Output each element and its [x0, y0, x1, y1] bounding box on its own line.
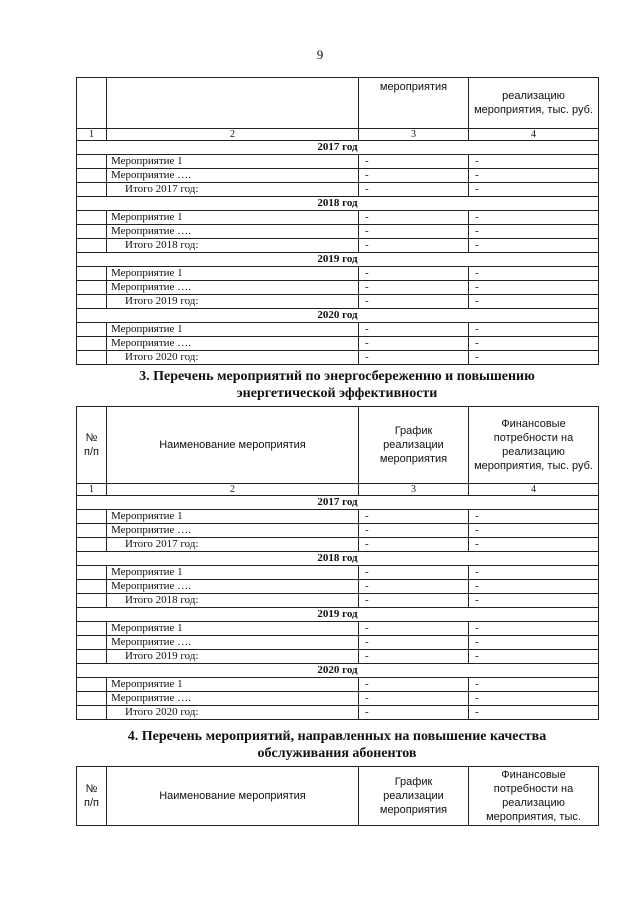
index-cell — [77, 510, 107, 524]
schedule-cell: - — [359, 622, 469, 636]
section-4-title-line2: обслуживания абонентов — [257, 746, 417, 761]
total-label: Итого 2020 год: — [107, 351, 359, 365]
year-heading: 2018 год — [77, 552, 599, 566]
index-cell — [77, 295, 107, 309]
table-row — [77, 636, 599, 650]
schedule-cell: - — [359, 594, 469, 608]
index-cell — [77, 239, 107, 253]
total-label: Итого 2019 год: — [107, 650, 359, 664]
year-row — [77, 664, 599, 678]
activity-name: Мероприятие 1 — [107, 510, 359, 524]
header-col4: Финансовые потребности на реализацию мероприятия, тыс. руб. — [469, 407, 599, 484]
index-cell — [77, 155, 107, 169]
schedule-cell: - — [359, 183, 469, 197]
finance-cell: - — [469, 267, 599, 281]
total-row — [77, 351, 599, 365]
total-label: Итого 2018 год: — [107, 594, 359, 608]
activity-name: Мероприятие 1 — [107, 566, 359, 580]
year-row — [77, 309, 599, 323]
index-cell — [77, 594, 107, 608]
schedule-cell: - — [359, 692, 469, 706]
total-row — [77, 706, 599, 720]
header-col3: мероприятия — [359, 78, 469, 129]
schedule-cell: - — [359, 323, 469, 337]
section-4-title — [76, 728, 598, 762]
schedule-cell: - — [359, 566, 469, 580]
index-cell — [77, 337, 107, 351]
index-cell — [77, 566, 107, 580]
table-row — [77, 524, 599, 538]
total-row — [77, 594, 599, 608]
activity-name: Мероприятие …. — [107, 524, 359, 538]
finance-cell: - — [469, 706, 599, 720]
table-row — [77, 566, 599, 580]
finance-cell: - — [469, 538, 599, 552]
index-cell — [77, 678, 107, 692]
finance-cell: - — [469, 622, 599, 636]
activity-name: Мероприятие …. — [107, 281, 359, 295]
schedule-cell: - — [359, 351, 469, 365]
schedule-cell: - — [359, 636, 469, 650]
table-header-row — [77, 78, 599, 129]
finance-cell: - — [469, 510, 599, 524]
total-row — [77, 650, 599, 664]
numbering-row — [77, 129, 599, 141]
schedule-cell: - — [359, 267, 469, 281]
finance-cell: - — [469, 692, 599, 706]
finance-cell: - — [469, 281, 599, 295]
activity-name: Мероприятие 1 — [107, 267, 359, 281]
year-row — [77, 141, 599, 155]
table-row — [77, 580, 599, 594]
section-3-title-line1: 3. Перечень мероприятий по энергосбережению и повышению — [139, 369, 535, 384]
finance-cell: - — [469, 678, 599, 692]
header-col2: Наименование мероприятия — [107, 767, 359, 826]
col-number: 4 — [469, 129, 599, 141]
header-col1 — [77, 78, 107, 129]
table-row — [77, 225, 599, 239]
year-heading: 2017 год — [77, 496, 599, 510]
total-label: Итого 2020 год: — [107, 706, 359, 720]
schedule-cell: - — [359, 169, 469, 183]
finance-cell: - — [469, 155, 599, 169]
index-cell — [77, 538, 107, 552]
index-cell — [77, 169, 107, 183]
header-col1: № п/п — [77, 407, 107, 484]
total-label: Итого 2019 год: — [107, 295, 359, 309]
finance-cell: - — [469, 580, 599, 594]
header-col1: № п/п — [77, 767, 107, 826]
finance-cell: - — [469, 650, 599, 664]
year-heading: 2020 год — [77, 664, 599, 678]
finance-cell: - — [469, 524, 599, 538]
header-col4: Финансовые потребности на реализацию мероприятия, тыс. — [469, 767, 599, 826]
activity-name: Мероприятие 1 — [107, 622, 359, 636]
section-3-title-line2: энергетической эффективности — [236, 386, 438, 401]
total-row — [77, 239, 599, 253]
finance-cell: - — [469, 211, 599, 225]
schedule-cell: - — [359, 295, 469, 309]
year-row — [77, 197, 599, 211]
section-3-title — [76, 368, 598, 402]
finance-cell: - — [469, 566, 599, 580]
schedule-cell: - — [359, 225, 469, 239]
activity-name: Мероприятие …. — [107, 692, 359, 706]
year-row — [77, 552, 599, 566]
section-4-title-line1: 4. Перечень мероприятий, направленных на повышение качества — [127, 729, 547, 744]
col-number: 1 — [77, 129, 107, 141]
table-header-row — [77, 407, 599, 484]
table-row — [77, 692, 599, 706]
finance-cell: - — [469, 351, 599, 365]
finance-cell: - — [469, 337, 599, 351]
total-label: Итого 2017 год: — [107, 183, 359, 197]
schedule-cell: - — [359, 650, 469, 664]
index-cell — [77, 225, 107, 239]
index-cell — [77, 692, 107, 706]
activity-name: Мероприятие …. — [107, 580, 359, 594]
service-quality-table — [76, 766, 599, 826]
table-row — [77, 337, 599, 351]
table-row — [77, 510, 599, 524]
total-row — [77, 183, 599, 197]
table-row — [77, 169, 599, 183]
year-heading: 2019 год — [77, 253, 599, 267]
total-label: Итого 2017 год: — [107, 538, 359, 552]
finance-cell: - — [469, 239, 599, 253]
activity-name: Мероприятие …. — [107, 169, 359, 183]
col-number: 3 — [359, 484, 469, 496]
schedule-cell: - — [359, 337, 469, 351]
total-label: Итого 2018 год: — [107, 239, 359, 253]
col-number: 3 — [359, 129, 469, 141]
finance-cell: - — [469, 323, 599, 337]
index-cell — [77, 706, 107, 720]
finance-cell: - — [469, 295, 599, 309]
page-number: 9 — [316, 47, 324, 62]
index-cell — [77, 183, 107, 197]
index-cell — [77, 211, 107, 225]
index-cell — [77, 281, 107, 295]
table-header-row — [77, 767, 599, 826]
numbering-row — [77, 484, 599, 496]
schedule-cell: - — [359, 281, 469, 295]
activity-name: Мероприятие 1 — [107, 211, 359, 225]
index-cell — [77, 323, 107, 337]
activity-name: Мероприятие 1 — [107, 155, 359, 169]
index-cell — [77, 622, 107, 636]
activity-name: Мероприятие 1 — [107, 678, 359, 692]
header-col3: График реализации мероприятия — [359, 407, 469, 484]
table-row — [77, 267, 599, 281]
header-col4: реализацию мероприятия, тыс. руб. — [469, 78, 599, 129]
table-row — [77, 155, 599, 169]
table-row — [77, 678, 599, 692]
year-row — [77, 253, 599, 267]
schedule-cell: - — [359, 538, 469, 552]
activity-name: Мероприятие …. — [107, 225, 359, 239]
schedule-cell: - — [359, 211, 469, 225]
finance-cell: - — [469, 183, 599, 197]
energy-saving-table — [76, 406, 599, 720]
schedule-cell: - — [359, 706, 469, 720]
table-continued-from-previous-page — [76, 77, 599, 365]
schedule-cell: - — [359, 239, 469, 253]
col-number: 4 — [469, 484, 599, 496]
activity-name: Мероприятие …. — [107, 337, 359, 351]
header-col2 — [107, 78, 359, 129]
schedule-cell: - — [359, 678, 469, 692]
index-cell — [77, 267, 107, 281]
index-cell — [77, 650, 107, 664]
index-cell — [77, 524, 107, 538]
table-row — [77, 281, 599, 295]
finance-cell: - — [469, 225, 599, 239]
year-row — [77, 496, 599, 510]
year-heading: 2017 год — [77, 141, 599, 155]
header-col3: График реализации мероприятия — [359, 767, 469, 826]
col-number: 1 — [77, 484, 107, 496]
header-col2: Наименование мероприятия — [107, 407, 359, 484]
activity-name: Мероприятие …. — [107, 636, 359, 650]
index-cell — [77, 351, 107, 365]
schedule-cell: - — [359, 524, 469, 538]
year-row — [77, 608, 599, 622]
schedule-cell: - — [359, 580, 469, 594]
year-heading: 2020 год — [77, 309, 599, 323]
finance-cell: - — [469, 169, 599, 183]
table-row — [77, 211, 599, 225]
col-number: 2 — [107, 484, 359, 496]
finance-cell: - — [469, 636, 599, 650]
year-heading: 2019 год — [77, 608, 599, 622]
schedule-cell: - — [359, 155, 469, 169]
total-row — [77, 538, 599, 552]
schedule-cell: - — [359, 510, 469, 524]
table-row — [77, 323, 599, 337]
index-cell — [77, 636, 107, 650]
col-number: 2 — [107, 129, 359, 141]
finance-cell: - — [469, 594, 599, 608]
index-cell — [77, 580, 107, 594]
year-heading: 2018 год — [77, 197, 599, 211]
table-row — [77, 622, 599, 636]
activity-name: Мероприятие 1 — [107, 323, 359, 337]
total-row — [77, 295, 599, 309]
